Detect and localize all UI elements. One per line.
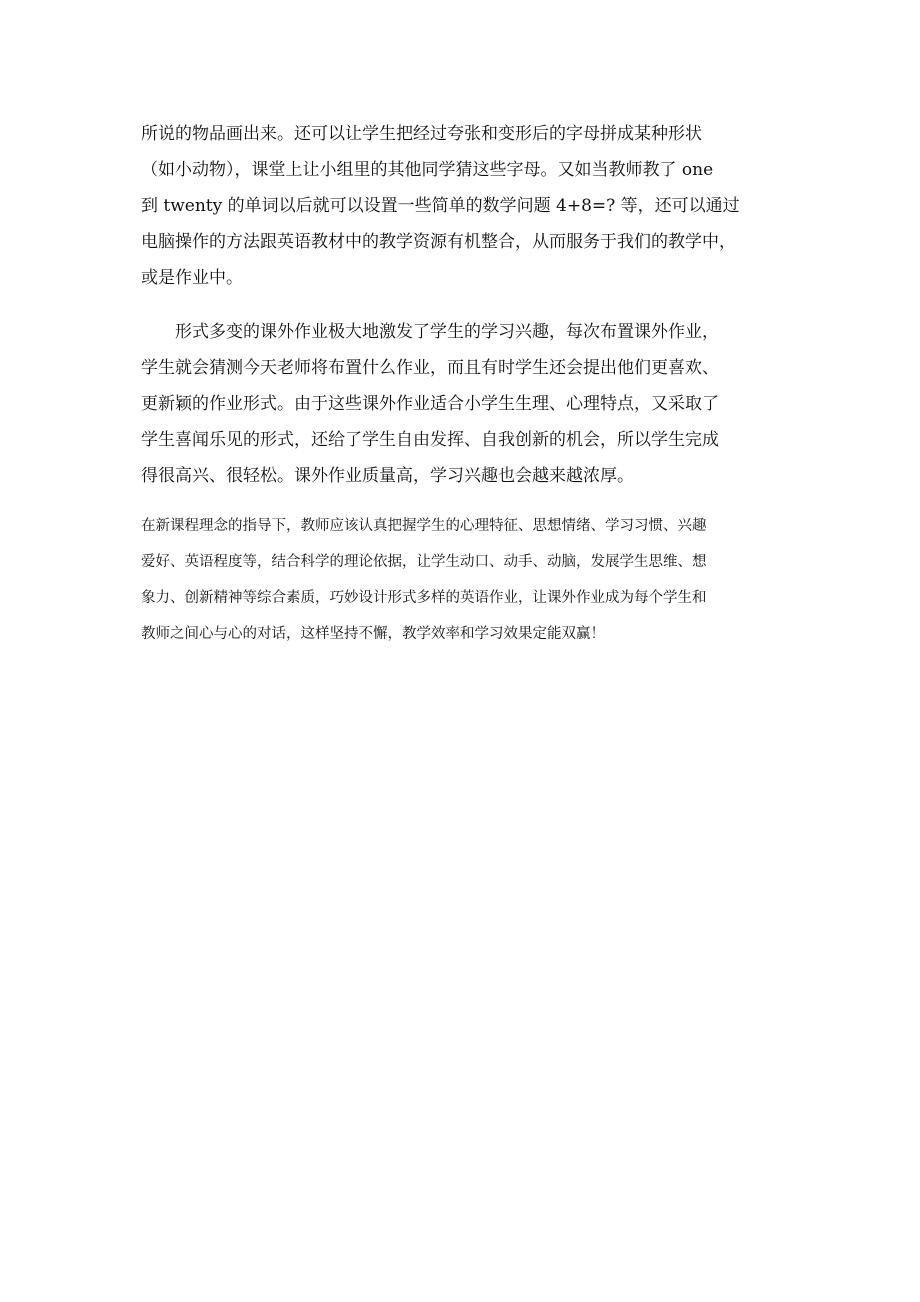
text-line: 教师之间心与心的对话，这样坚持不懈，教学效率和学习效果定能双赢！ (141, 626, 605, 642)
text-line: 学生喜闻乐见的形式，还给了学生自由发挥、自我创新的机会，所以学生完成 (141, 430, 719, 450)
text-line: 形式多变的课外作业极大地激发了学生的学习兴趣，每次布置课外作业， (141, 322, 719, 342)
text-line: 在新课程理念的指导下，教师应该认真把握学生的心理特征、思想情绪、学习习惯、兴趣 (141, 518, 707, 534)
text-line: 象力、创新精神等综合素质，巧妙设计形式多样的英语作业，让课外作业成为每个学生和 (141, 590, 707, 606)
text-line: 或是作业中。 (141, 268, 243, 288)
text-line: 学生就会猜测今天老师将布置什么作业，而且有时学生还会提出他们更喜欢、 (141, 358, 719, 378)
text-line: 爱好、英语程度等，结合科学的理论依据，让学生动口、动手、动脑，发展学生思维、想 (141, 554, 707, 570)
text-line: 电脑操作的方法跟英语教材中的教学资源有机整合，从而服务于我们的教学中， (141, 232, 736, 252)
text-line: （如小动物），课堂上让小组里的其他同学猜这些字母。又如当教师教了 one (141, 160, 714, 180)
paragraph-1 (141, 116, 786, 296)
text-line: 更新颖的作业形式。由于这些课外作业适合小学生生理、心理特点，又采取了 (141, 394, 719, 414)
paragraph-3 (141, 508, 786, 652)
text-line: 得很高兴、很轻松。课外作业质量高，学习兴趣也会越来越浓厚。 (141, 466, 634, 486)
text-line: 所说的物品画出来。还可以让学生把经过夸张和变形后的字母拼成某种形状 (141, 124, 702, 144)
paragraph-2 (141, 314, 786, 494)
document-body (141, 116, 786, 652)
text-line: 到 twenty 的单词以后就可以设置一些简单的数学问题 4+8=? 等，还可以通过 (141, 196, 740, 216)
